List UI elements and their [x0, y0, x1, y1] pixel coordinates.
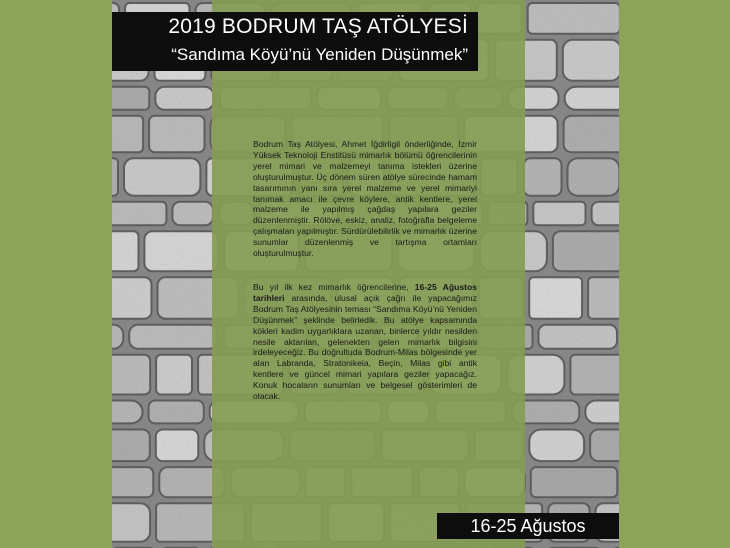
paragraph-call: [253, 282, 477, 402]
paragraph-intro: Bodrum Taş Atölyesi, Ahmet İğdirligil önderliğinde, İzmir Yüksek Teknoloji Enstitüsü mimarlık bölümü öğrencilerinin yerel mimari ve malzemeyi tanıma istekleri üzerine oluşturulmuştur. Üç dönem süren atölye sürecinde hamam tasarımının yanı sıra yerel malzeme ve yerel mimariyi tanımak amacı ile çevre köylere, antik kentlere, yerel malzeme ile yapılmış çağdaş yapılara geziler düzenlenmiştir. Rölöve, eskiz, analiz, fotoğrafla belgeleme çalışmaları yapılmıştır. Sürdürülebilirlik ve mimarlık üzerine sunumlar düzenlenmiş ve tartışma ortamları oluşturulmuştur.: [253, 139, 477, 259]
date-banner: 16-25 Ağustos: [437, 513, 619, 539]
paragraph-call-text-start: Bu yıl ilk kez mimarlık öğrencilerine,: [253, 281, 415, 292]
paragraph-call-text-end: arasında, ulusal açık çağrı ile yapacağımız Bodrum Taş Atölyesinin teması “Sandıma Köyü’nü Yeniden Düşünmek” şeklinde belirledik. Bu atölye kapsamında kökleri kadim uygarlıklara uzanan, binlerce yıldır nesilden nesile aktarılan, gelenekten gelen mimarlık bilgisini irdeleyeceğiz. Bu doğrultuda Bodrum-Milas bölgesinde yer alan Labranda, Stratonikeia, Beçin, Milas gibi antik kentlere ve güncel mimari yapılara geziler yapacağız. Konuk hocaların sunumları ve belgesel gösterimleri de olacak.: [253, 292, 477, 402]
title-banner: [112, 12, 478, 71]
title-subtitle: “Sandıma Köyü’nü Yeniden Düşünmek”: [171, 45, 468, 64]
body-text: [253, 139, 477, 402]
title-main: 2019 BODRUM TAŞ ATÖLYESİ: [168, 15, 468, 38]
paragraph-call-dates: 16-25 Ağustos tarihleri: [253, 281, 477, 303]
poster: [112, 0, 619, 548]
